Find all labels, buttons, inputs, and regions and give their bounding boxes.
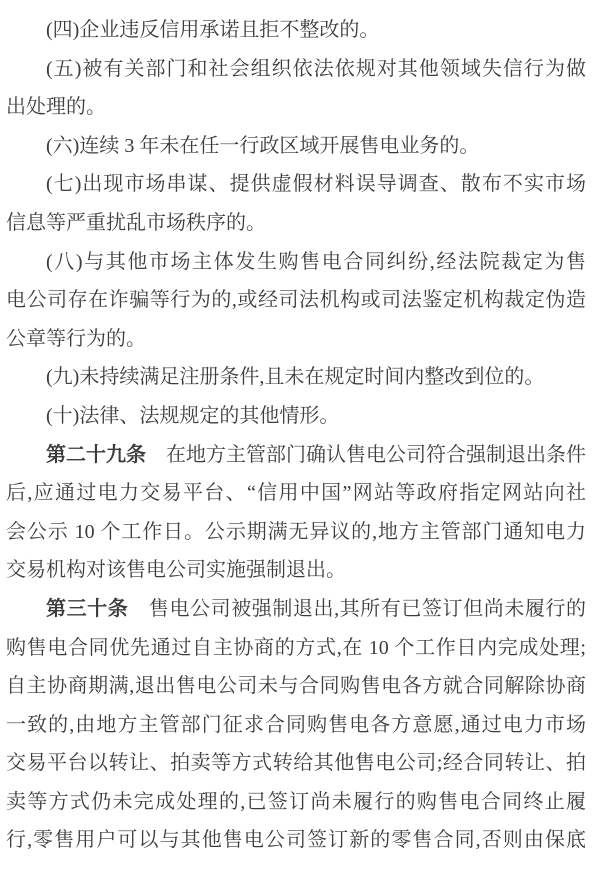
text-segment: (五)被有关部门和社会组织依法依规对其他领域失信行为做 — [46, 57, 586, 80]
paragraph-list-item-10 — [6, 397, 586, 436]
paragraph-list-item-6 — [6, 127, 586, 166]
paragraph-list-item-8 — [6, 243, 586, 359]
text-line — [6, 436, 586, 475]
text-line — [6, 513, 586, 552]
text-line — [6, 821, 586, 860]
paragraph-list-item-9 — [6, 358, 586, 397]
text-segment: (十)法律、法规规定的其他情形。 — [46, 404, 340, 427]
text-line — [6, 783, 586, 822]
text-segment: (九)未持续满足注册条件,且未在规定时间内整改到位的。 — [46, 366, 545, 389]
text-line — [6, 50, 586, 89]
text-segment: 交易平台以转让、拍卖等方式转给其他售电公司;经合同转让、拍 — [6, 752, 586, 775]
document-text-column — [6, 0, 586, 860]
text-line — [6, 88, 586, 127]
text-segment: 公章等行为的。 — [6, 327, 146, 350]
text-line — [6, 11, 586, 50]
text-segment: 会公示 10 个工作日。公示期满无异议的,地方主管部门通知电力 — [6, 520, 586, 543]
text-segment: 电公司存在诈骗等行为的,或经司法机构或司法鉴定机构裁定伪造 — [6, 289, 586, 312]
text-segment: 自主协商期满,退出售电公司未与合同购售电各方就合同解除协商 — [6, 675, 586, 698]
text-segment: (四)企业违反信用承诺且拒不整改的。 — [46, 19, 380, 41]
text-line — [6, 667, 586, 706]
text-segment: 行,零售用户可以与其他售电公司签订新的零售合同,否则由保底 — [6, 829, 586, 852]
text-line — [6, 243, 586, 282]
text-segment: 卖等方式仍未完成处理的,已签订尚未履行的购售电合同终止履 — [6, 790, 586, 813]
paragraph-list-item-5 — [6, 50, 586, 127]
text-segment: 购售电合同优先通过自主协商的方式,在 10 个工作日内完成处理; — [6, 636, 586, 659]
paragraph-article-30 — [6, 590, 586, 860]
paragraph-article-29 — [6, 436, 586, 590]
text-segment: 交易机构对该售电公司实施强制退出。 — [6, 559, 346, 582]
text-line — [6, 320, 586, 359]
text-line — [6, 474, 586, 513]
text-line — [6, 551, 586, 590]
text-line — [6, 706, 586, 745]
text-segment: (八)与其他市场主体发生购售电合同纠纷,经法院裁定为售 — [46, 250, 586, 273]
text-line — [6, 358, 586, 397]
text-segment: (七)出现市场串谋、提供虚假材料误导调查、散布不实市场 — [46, 173, 586, 196]
text-segment: 一致的,由地方主管部门征求合同购售电各方意愿,通过电力市场 — [6, 713, 586, 736]
text-segment: 售电公司被强制退出,其所有已签订但尚未履行的 — [128, 597, 587, 620]
text-line — [6, 204, 586, 243]
text-line — [6, 281, 586, 320]
text-segment: (六)连续 3 年未在任一行政区域开展售电业务的。 — [46, 134, 480, 157]
text-segment: 信息等严重扰乱市场秩序的。 — [6, 211, 266, 234]
text-line — [6, 397, 586, 436]
text-segment: 后,应通过电力交易平台、“信用中国”网站等政府指定网站向社 — [6, 482, 586, 505]
text-line — [6, 127, 586, 166]
text-line — [6, 165, 586, 204]
paragraph-list-item-4 — [6, 11, 586, 50]
text-segment: 在地方主管部门确认售电公司符合强制退出条件 — [146, 443, 586, 466]
text-line — [6, 590, 586, 629]
paragraph-list-item-7 — [6, 165, 586, 242]
clause-number-label: 第二十九条 — [46, 443, 146, 466]
clause-number-label: 第三十条 — [46, 597, 129, 620]
text-line — [6, 744, 586, 783]
text-segment: 出处理的。 — [6, 96, 106, 119]
text-line — [6, 629, 586, 668]
